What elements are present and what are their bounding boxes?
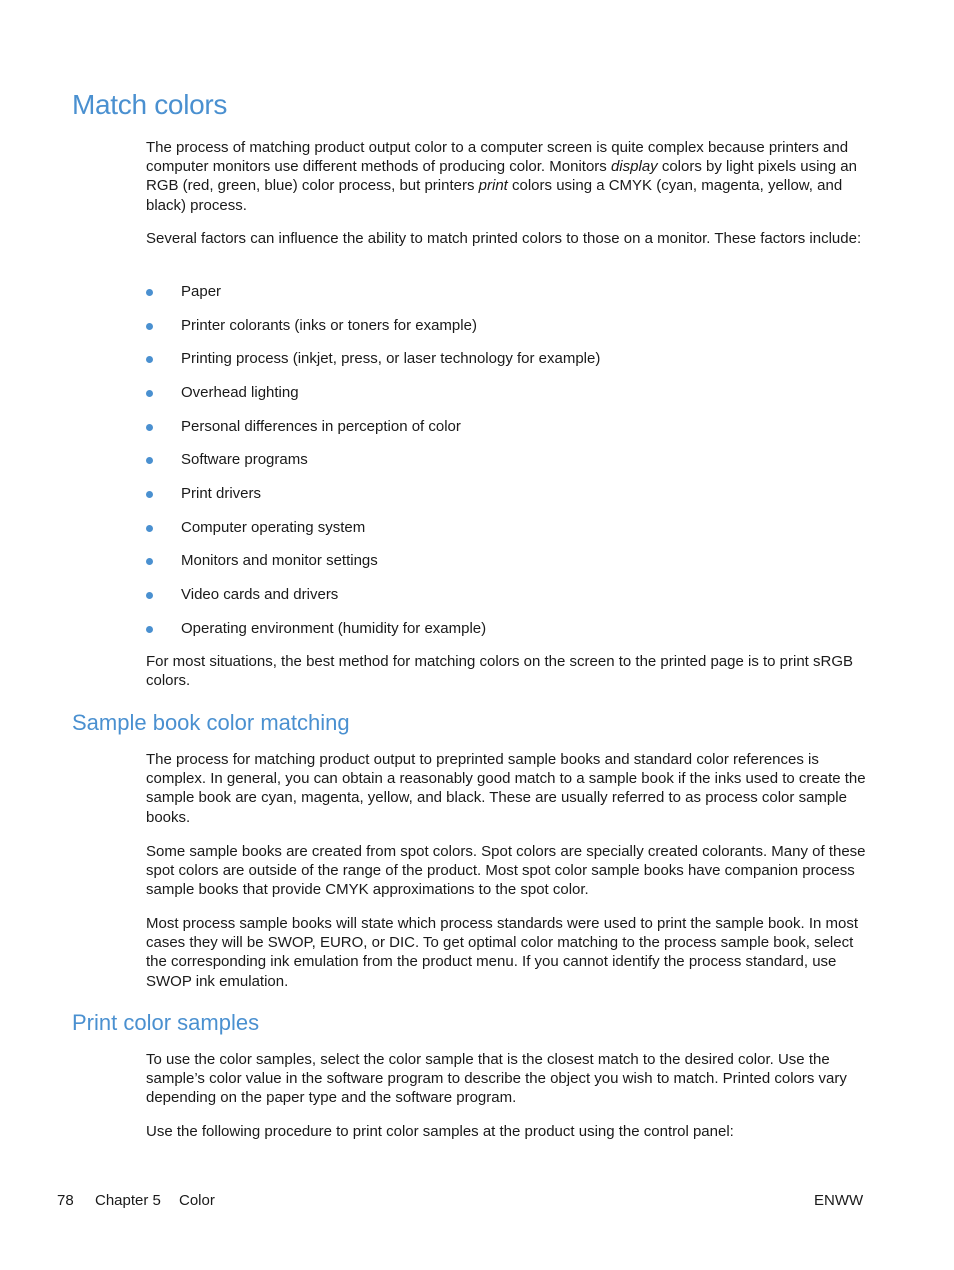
footer-chapter-title: Color	[179, 1192, 215, 1209]
list-item-text: Operating environment (humidity for example)	[181, 620, 487, 637]
list-item-text: Computer operating system	[181, 519, 366, 536]
list-item	[146, 585, 870, 605]
text-run: colors using a CMYK (cyan, magenta, yellow, and black) process.	[146, 177, 843, 214]
emphasis-display: display	[610, 158, 658, 176]
list-item	[146, 316, 870, 336]
bullet-icon	[146, 390, 153, 397]
sample-book-paragraph-1: The process for matching product output to preprinted sample books and standard color references is complex. In general, you can obtain a reasonably good match to a sample book if the inks used to create the sample book are cyan, magenta, yellow, and black. These are usually referred to as process color sample books.	[146, 751, 866, 826]
list-item	[146, 349, 870, 369]
print-samples-paragraph-1: To use the color samples, select the color sample that is the closest match to the desired color. Use the sample’s color value in the software program to describe the object you wish to match. Printed colors vary depending on the paper type and the software program.	[146, 1051, 847, 1107]
list-item-text: Printer colorants (inks or toners for example)	[181, 317, 477, 334]
list-item	[146, 383, 870, 403]
section-heading-print-samples: Print color samples	[72, 1010, 260, 1035]
list-item-text: Printing process (inkjet, press, or laser technology for example)	[181, 350, 601, 367]
intro-paragraph-1	[146, 138, 870, 215]
list-item-text: Personal differences in perception of color	[181, 418, 461, 435]
list-item-text: Print drivers	[181, 485, 262, 502]
bullet-icon	[146, 491, 153, 498]
bullet-icon	[146, 626, 153, 633]
print-samples-paragraph-2: Use the following procedure to print color samples at the product using the control panel:	[146, 1123, 734, 1140]
text-run: The process of matching product output color to a computer screen is quite complex because printers and computer monitors use different methods of producing color. Monitors	[146, 139, 849, 176]
bullet-icon	[146, 457, 153, 464]
list-item-text: Paper	[181, 283, 222, 300]
list-item-text: Overhead lighting	[181, 384, 299, 401]
list-item-text: Monitors and monitor settings	[181, 552, 378, 569]
list-item	[146, 619, 870, 639]
list-item	[146, 417, 870, 437]
bullet-icon	[146, 424, 153, 431]
list-item	[146, 551, 870, 571]
bullet-icon	[146, 592, 153, 599]
text-run: colors by light pixels using an RGB (red, green, blue) color process, but printers	[146, 158, 857, 195]
list-item	[146, 518, 870, 538]
page-number: 78	[57, 1192, 74, 1209]
section-heading-sample-book: Sample book color matching	[72, 710, 350, 735]
bullet-icon	[146, 558, 153, 565]
bullet-icon	[146, 525, 153, 532]
list-item-text: Video cards and drivers	[181, 586, 339, 603]
intro-paragraph-3: For most situations, the best method for matching colors on the screen to the printed page is to print sRGB colors.	[146, 653, 854, 690]
sample-book-paragraph-3: Most process sample books will state which process standards were used to print the sample book. In most cases they will be SWOP, EURO, or DIC. To get optimal color matching to the process sample book, select the corresponding ink emulation from the product menu. If you cannot identify the process standard, use SWOP ink emulation.	[146, 915, 858, 990]
list-item	[146, 282, 870, 302]
bullet-icon	[146, 289, 153, 296]
list-item-text: Software programs	[181, 451, 308, 468]
emphasis-print: print	[478, 177, 508, 195]
list-item	[146, 450, 870, 470]
intro-paragraph-2: Several factors can influence the ability to match printed colors to those on a monitor. These factors include:	[146, 230, 862, 247]
footer-enww: ENWW	[814, 1192, 864, 1209]
bullet-icon	[146, 356, 153, 363]
bullet-icon	[146, 323, 153, 330]
page-title: Match colors	[72, 89, 228, 120]
list-item	[146, 484, 870, 504]
sample-book-paragraph-2: Some sample books are created from spot colors. Spot colors are specially created colorants. Many of these spot colors are outside of the range of the product. Most spot color sample books have companion process sample books that provide CMYK approximations to the spot color.	[146, 843, 866, 899]
footer-chapter: Chapter 5	[95, 1192, 161, 1209]
